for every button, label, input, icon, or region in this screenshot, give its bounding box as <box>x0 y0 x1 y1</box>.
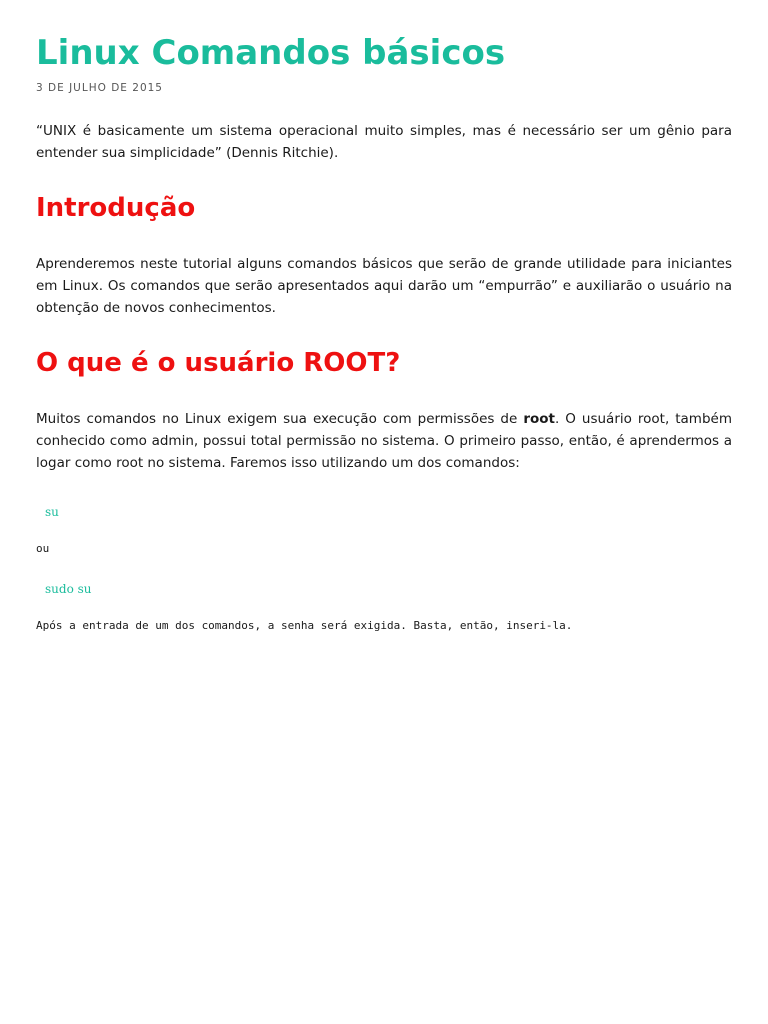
root-bold-word: root <box>523 411 555 427</box>
intro-paragraph: Aprenderemos neste tutorial alguns comandos básicos que serão de grande utilidade para iniciantes em Linux. Os comandos que serão apresentados aqui darão um “empurrão” e auxiliarão o usuário na obtenção de novos conhecimentos. <box>36 256 732 316</box>
quote-paragraph: “UNIX é basicamente um sistema operacional muito simples, mas é necessário ser um gênio para entender sua simplicidade” (Dennis Ritchie). <box>36 123 732 161</box>
intro-heading: Introdução <box>36 193 196 223</box>
after-command-text: Após a entrada de um dos comandos, a senha será exigida. Basta, então, inseri-la. <box>36 619 573 632</box>
root-text-after: . O usuário root, também conhecido como admin, possui total permissão no sistema. O primeiro passo, então, é aprendermos a logar como root no sistema. Faremos isso utilizando um dos comandos: <box>36 411 732 471</box>
page-title: Linux Comandos básicos <box>36 33 506 73</box>
post-date: 3 DE JULHO DE 2015 <box>36 82 163 94</box>
root-paragraph <box>36 408 732 474</box>
root-heading: O que é o usuário ROOT? <box>36 348 401 378</box>
command-sudo-su: sudo su <box>45 582 92 596</box>
or-text: ou <box>36 542 50 555</box>
root-text-before: Muitos comandos no Linux exigem sua execução com permissões de <box>36 411 524 427</box>
command-su: su <box>45 505 59 519</box>
